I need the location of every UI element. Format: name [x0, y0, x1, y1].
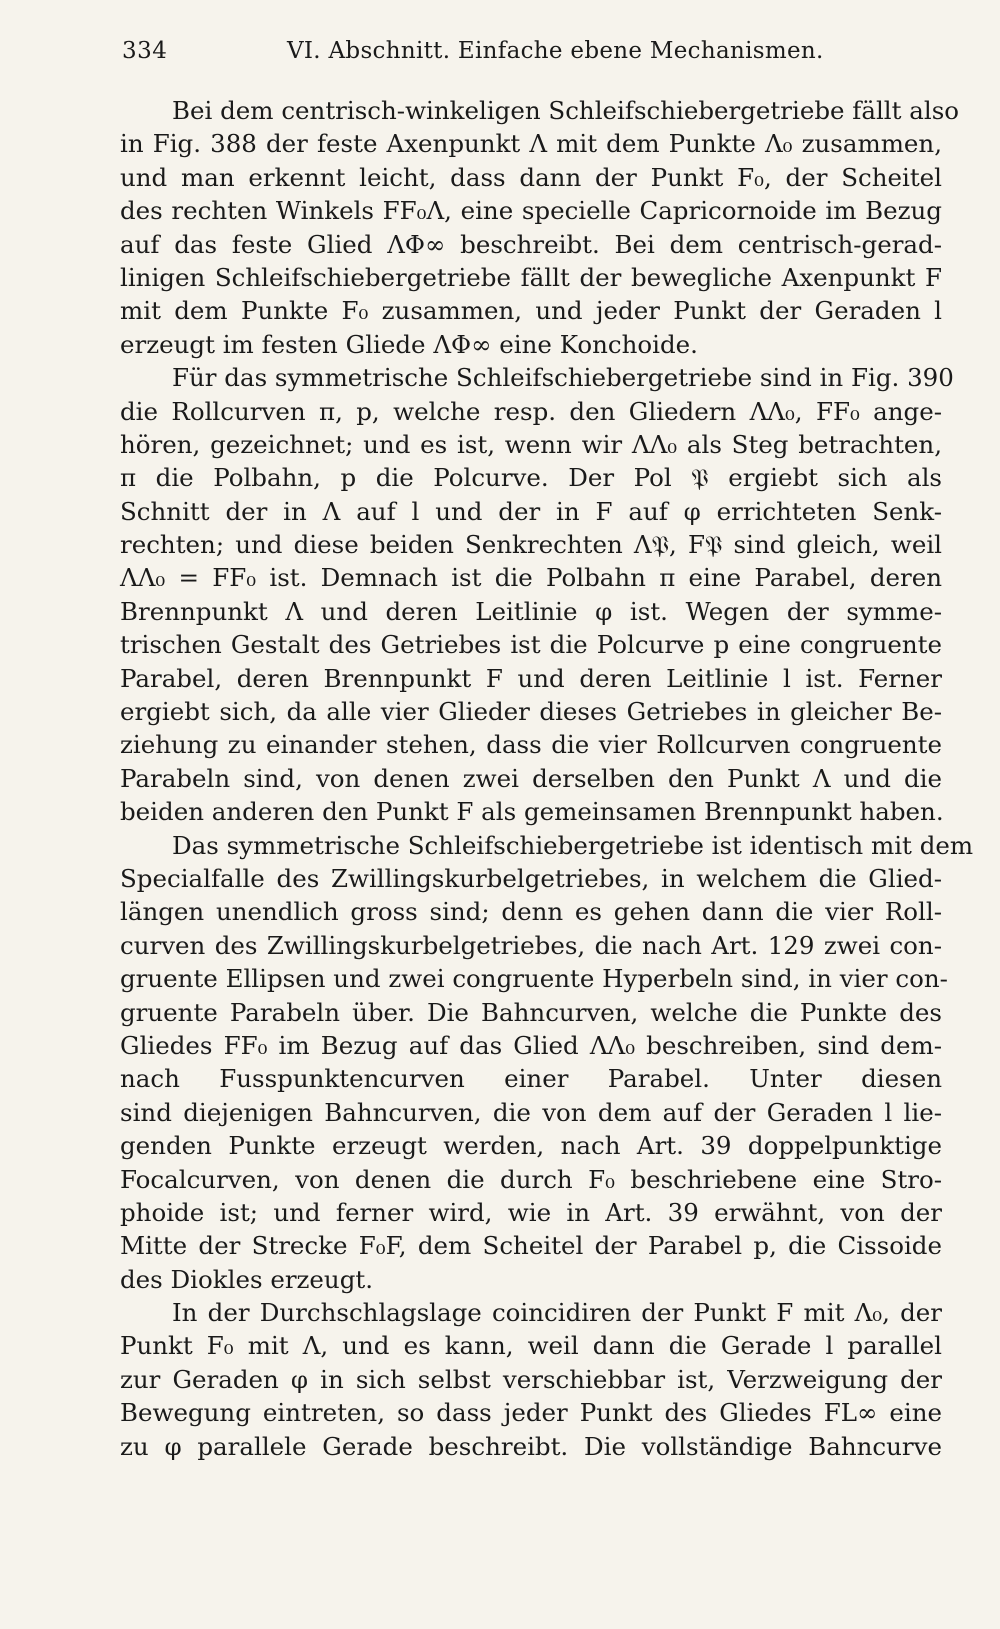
text-line: in Fig. 388 der feste Axenpunkt Λ mit dem Punkte Λ₀ zusammen,: [120, 129, 942, 159]
running-title: VI. Abschnitt. Einfache ebene Mechanismen.: [287, 38, 824, 64]
text-line: zu φ parallele Gerade beschreibt. Die vollständige Bahncurve: [120, 1431, 942, 1461]
text-line: Für das symmetrische Schleifschiebergetriebe sind in Fig. 390: [172, 363, 954, 393]
page-number: 334: [122, 38, 168, 64]
text-line: hören, gezeichnet; und es ist, wenn wir ΛΛ₀ als Steg betrachten,: [120, 429, 942, 459]
text-line: Schnitt der in Λ auf l und der in F auf φ errichteten Senk-: [120, 496, 942, 526]
text-line: genden Punkte erzeugt werden, nach Art. 39 doppelpunktige: [120, 1131, 942, 1161]
text-line: In der Durchschlagslage coincidiren der Punkt F mit Λ₀, der: [172, 1298, 942, 1328]
text-line: gruente Parabeln über. Die Bahncurven, welche die Punkte des: [120, 997, 942, 1027]
text-line: Bewegung eintreten, so dass jeder Punkt des Gliedes FL∞ eine: [120, 1398, 942, 1428]
text-line: nach Fusspunktencurven einer Parabel. Unter diesen: [120, 1064, 942, 1094]
text-line: zur Geraden φ in sich selbst verschiebbar ist, Verzweigung der: [120, 1364, 942, 1394]
running-head: [122, 38, 922, 74]
text-line: des rechten Winkels FF₀Λ, eine specielle Capricornoide im Bezug: [120, 196, 942, 226]
text-line: π die Polbahn, p die Polcurve. Der Pol 𝔓 ergiebt sich als: [120, 463, 942, 493]
text-line: Parabel, deren Brennpunkt F und deren Leitlinie l ist. Ferner: [120, 663, 942, 693]
text-line: erzeugt im festen Gliede ΛΦ∞ eine Konchoide.: [120, 329, 698, 359]
text-line: Specialfalle des Zwillingskurbelgetriebes, in welchem die Glied-: [120, 863, 942, 893]
text-line: längen unendlich gross sind; denn es gehen dann die vier Roll-: [120, 897, 942, 927]
text-line: Gliedes FF₀ im Bezug auf das Glied ΛΛ₀ beschreiben, sind dem-: [120, 1030, 942, 1060]
text-line: curven des Zwillingskurbelgetriebes, die nach Art. 129 zwei con-: [120, 930, 942, 960]
text-line: Bei dem centrisch-winkeligen Schleifschiebergetriebe fällt also: [172, 96, 960, 125]
text-line: des Diokles erzeugt.: [120, 1264, 374, 1294]
text-line: ziehung zu einander stehen, dass die vier Rollcurven congruente: [120, 730, 942, 760]
text-line: phoide ist; und ferner wird, wie in Art. 39 erwähnt, von der: [120, 1197, 942, 1227]
text-line: und man erkennt leicht, dass dann der Punkt F₀, der Scheitel: [120, 162, 942, 192]
text-line: die Rollcurven π, p, welche resp. den Gliedern ΛΛ₀, FF₀ ange-: [120, 396, 942, 426]
text-line: sind diejenigen Bahncurven, die von dem auf der Geraden l lie-: [120, 1097, 942, 1127]
text-line: Punkt F₀ mit Λ, und es kann, weil dann die Gerade l parallel: [120, 1331, 942, 1361]
text-line: auf das feste Glied ΛΦ∞ beschreibt. Bei dem centrisch-gerad-: [120, 229, 942, 259]
text-line: mit dem Punkte F₀ zusammen, und jeder Punkt der Geraden l: [120, 296, 942, 326]
text-line: Focalcurven, von denen die durch F₀ beschriebene eine Stro-: [120, 1164, 942, 1194]
text-line: gruente Ellipsen und zwei congruente Hyperbeln sind, in vier con-: [120, 964, 948, 994]
text-line: Mitte der Strecke F₀F, dem Scheitel der Parabel p, die Cissoide: [120, 1231, 942, 1261]
body-text: [120, 94, 974, 1463]
text-line: Brennpunkt Λ und deren Leitlinie φ ist. Wegen der symme-: [120, 596, 942, 626]
text-line: ΛΛ₀ = FF₀ ist. Demnach ist die Polbahn π eine Parabel, deren: [120, 563, 942, 593]
text-line: rechten; und diese beiden Senkrechten Λ𝔓, F𝔓 sind gleich, weil: [120, 530, 942, 560]
text-line: trischen Gestalt des Getriebes ist die Polcurve p eine congruente: [120, 630, 942, 660]
text-line: beiden anderen den Punkt F als gemeinsamen Brennpunkt haben.: [120, 797, 944, 827]
text-line: linigen Schleifschiebergetriebe fällt der bewegliche Axenpunkt F: [120, 262, 942, 292]
text-line: Das symmetrische Schleifschiebergetriebe ist identisch mit dem: [172, 830, 974, 860]
text-line: ergiebt sich, da alle vier Glieder dieses Getriebes in gleicher Be-: [120, 697, 942, 727]
text-line: Parabeln sind, von denen zwei derselben den Punkt Λ und die: [120, 763, 942, 793]
